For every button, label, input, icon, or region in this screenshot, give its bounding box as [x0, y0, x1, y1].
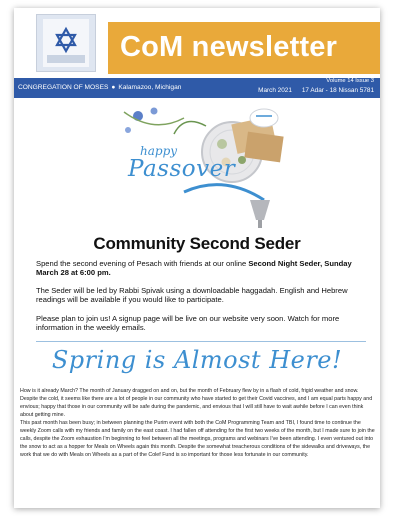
happy-script-text: happy	[140, 144, 178, 158]
seder-p1-lead: Spend the second evening of Pesach with friends at our online	[36, 259, 249, 268]
passover-image	[114, 104, 286, 234]
org-name: CONGREGATION OF MOSES	[18, 84, 109, 91]
seder-paragraph-3: Please plan to join us! A signup page will be live on our website very soon. Watch for more information in the weekly emails.	[36, 314, 340, 333]
masthead	[14, 8, 380, 78]
org-city: Kalamazoo, Michigan	[118, 84, 182, 91]
star-of-david-icon	[37, 15, 95, 71]
spring-heading: Spring is Almost Here!	[51, 346, 343, 374]
title-bar	[108, 22, 380, 74]
seder-paragraph-2: The Seder will be led by Rabbi Spivak using a downloadable haggadah. English and Hebrew readings will be available if you would like to participate.	[36, 286, 348, 305]
newsletter-page	[14, 8, 380, 508]
spring-paragraph-1: How is it already March? The month of January dragged on and on, but the month of February flew by in a flash of cold, frigid weather and snow. Despite the cold, it seems like there are a lot of people in our community who have started to get their Covid vaccines, and I am equal parts happy and envious; happy that those in our community will be safe during the pandemic, and envious that I will still have to wait awhile before I can even think about getting mine.	[20, 388, 373, 418]
star-of-david-logo	[36, 14, 96, 72]
seder-heading: Community Second Seder	[93, 234, 301, 253]
date-line	[258, 87, 374, 94]
volume-issue: Volume 14 Issue 3	[326, 78, 374, 84]
bullet-icon: ●	[111, 84, 116, 91]
info-band	[14, 78, 380, 98]
seder-p1-bold: Second Night Seder, Sunday March 28 at 6:00 pm.	[36, 259, 352, 278]
hebrew-dates: 17 Adar - 18 Nissan 5781	[301, 87, 374, 94]
section-divider	[36, 341, 366, 342]
issue-month: March 2021	[258, 87, 292, 94]
passover-script-text: Passover	[128, 156, 236, 182]
org-line	[18, 84, 181, 91]
seder-paragraph-1	[36, 259, 366, 278]
newsletter-title: CoM newsletter	[120, 31, 338, 63]
spring-paragraph-2: This past month has been busy; in between planning the Purim event with both the CoM Programming Team and TBI, I found time to continue the weekly Zoom calls with my friends and family on the east coast. I had fallen off attending for the first two weeks of the month, but I made sure to join the calls, despite the Zoom exhaustion I'm beginning to feel between all the meetings, programs and webinars I've been attending. I even ventured out into the snow to act as a hopper for Meals on Wheels again this month. Despite the somewhat treacherous conditions of the sidewalks and driveways, the work that we do with Meals on Wheels as a part of the Colef Fund is so important for those less fortunate in our community.	[20, 420, 375, 458]
